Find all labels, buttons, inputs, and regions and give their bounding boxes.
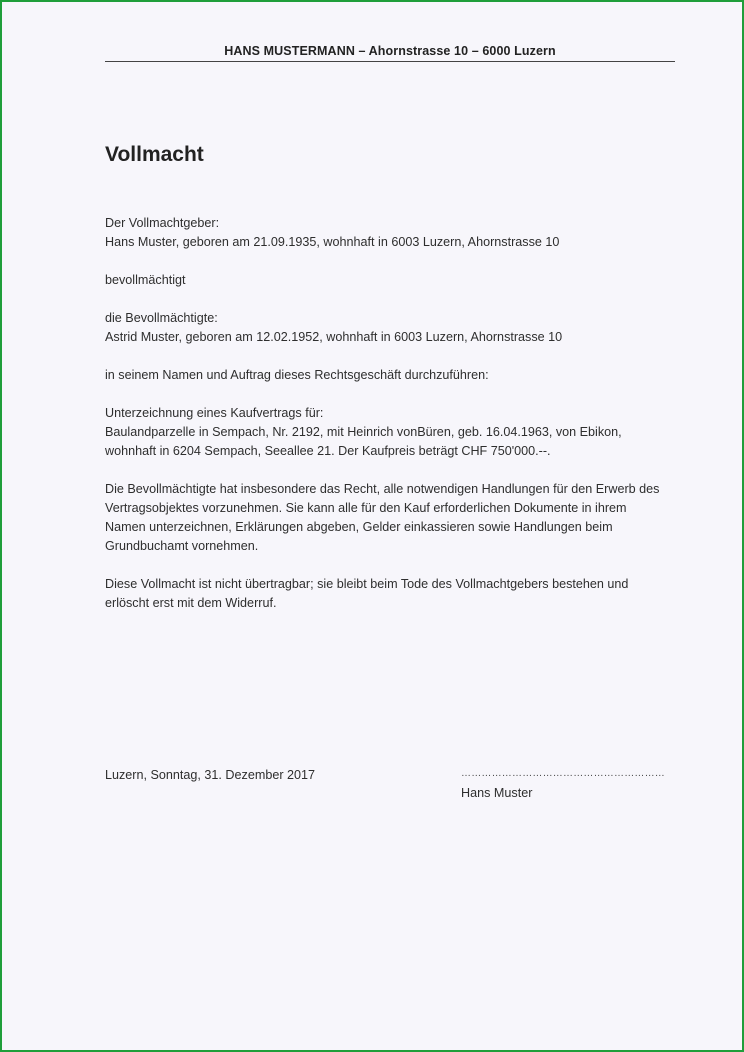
text-line: wohnhaft in 6204 Sempach, Seeallee 21. Der Kaufpreis beträgt CHF 750'000.--. <box>105 444 551 458</box>
letterhead: HANS MUSTERMANN – Ahornstrasse 10 – 6000 Luzern <box>224 44 556 58</box>
signature-line: …………………………………………………… <box>461 768 665 779</box>
place-date: Luzern, Sonntag, 31. Dezember 2017 <box>105 768 316 782</box>
signature-name: Hans Muster <box>461 786 533 800</box>
paragraph <box>105 480 685 556</box>
letterhead-divider <box>105 61 675 62</box>
paragraph <box>105 575 685 613</box>
text-line: Namen unterzeichnen, Erklärungen abgeben, Gelder einkassieren sowie Handlungen beim <box>105 520 613 534</box>
text-line: Hans Muster, geboren am 21.09.1935, wohnhaft in 6003 Luzern, Ahornstrasse 10 <box>105 235 560 249</box>
text-line: Der Vollmachtgeber: <box>105 216 220 230</box>
text-line: Baulandparzelle in Sempach, Nr. 2192, mit Heinrich vonBüren, geb. 16.04.1963, von Ebikon, <box>105 425 622 439</box>
text-line: Grundbuchamt vornehmen. <box>105 539 259 553</box>
paragraph <box>105 309 685 347</box>
text-line: Die Bevollmächtigte hat insbesondere das Recht, alle notwendigen Handlungen für den Erwerb des <box>105 482 660 496</box>
text-line: Vertragsobjektes vorzunehmen. Sie kann alle für den Kauf erforderlichen Dokumente in ihrem <box>105 501 627 515</box>
document-body <box>105 214 685 632</box>
text-line: bevollmächtigt <box>105 273 186 287</box>
paragraph <box>105 404 685 461</box>
text-line: Unterzeichnung eines Kaufvertrags für: <box>105 406 324 420</box>
text-line: erlöscht erst mit dem Widerruf. <box>105 596 277 610</box>
paragraph <box>105 366 685 385</box>
paragraph <box>105 271 685 290</box>
text-line: die Bevollmächtigte: <box>105 311 218 325</box>
text-line: in seinem Namen und Auftrag dieses Rechtsgeschäft durchzuführen: <box>105 368 489 382</box>
paragraph <box>105 214 685 252</box>
document-title: Vollmacht <box>105 143 204 166</box>
text-line: Diese Vollmacht ist nicht übertragbar; sie bleibt beim Tode des Vollmachtgebers bestehen und <box>105 577 629 591</box>
text-line: Astrid Muster, geboren am 12.02.1952, wohnhaft in 6003 Luzern, Ahornstrasse 10 <box>105 330 563 344</box>
